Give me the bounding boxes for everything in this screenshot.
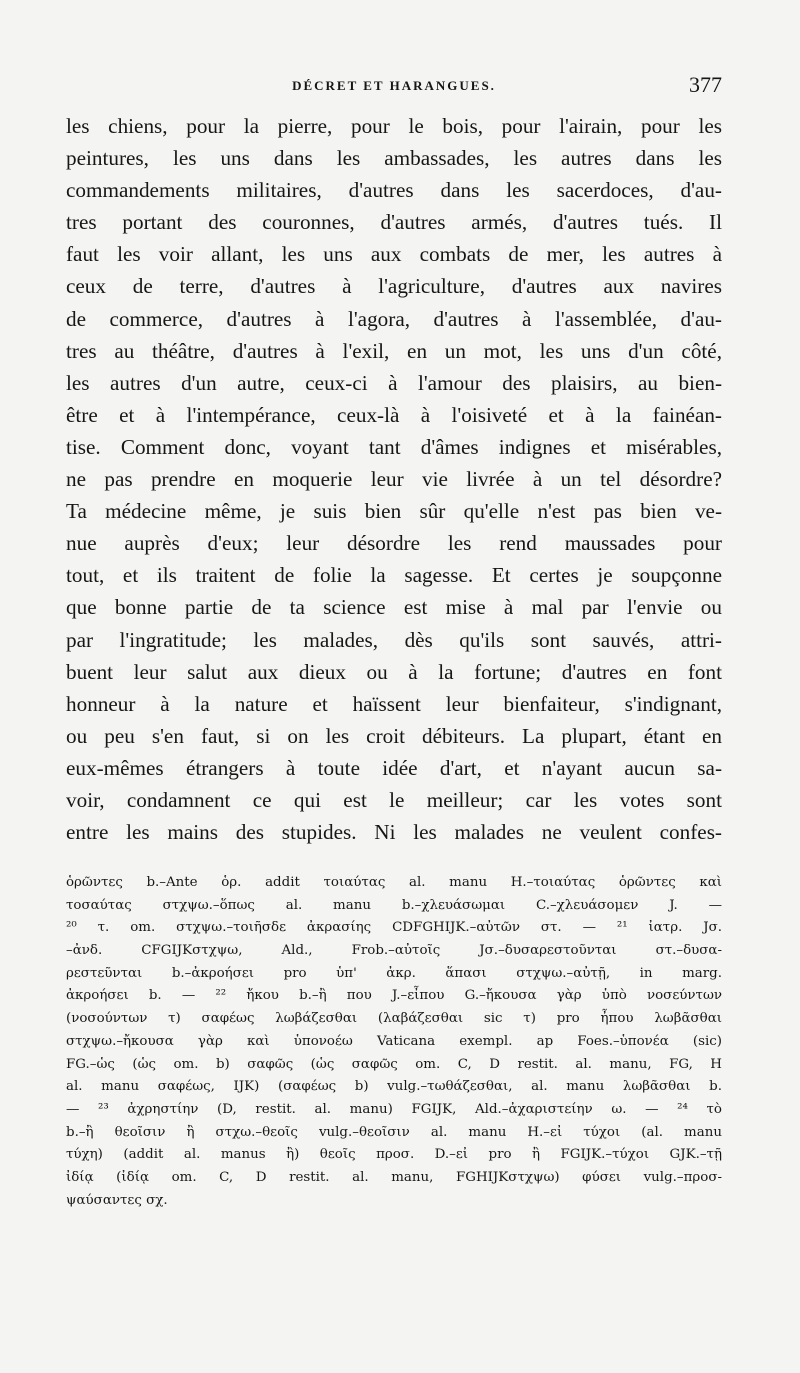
text-line: nue auprès d'eux; leur désordre les rend maussades pour [66,531,722,556]
note-line: FG.–ὡς (ὡς om. b) σαφῶς (ὡς σαφῶς om. C, D restit. al. manu, FG, H [66,1056,722,1072]
text-line: tise. Comment donc, voyant tant d'âmes indignes et misérables, [66,434,722,459]
page-header [66,72,722,102]
note-line: — ²³ ἀχρηστίην (D, restit. al. manu) FGIJK, Ald.–ἀχαριστείην ω. — ²⁴ τὸ [66,1101,722,1117]
text-line: que bonne partie de ta science est mise à mal par l'envie ou [66,595,722,620]
text-line: honneur à la nature et haïssent leur bienfaiteur, s'indignant, [66,691,722,716]
running-title: DÉCRET ET HARANGUES. [292,78,496,93]
text-line: ne pas prendre en moquerie leur vie livrée à un tel désordre? [66,467,722,492]
note-line: –ἀνδ. CFGIJKστχψω, Ald., Frob.–αὐτοῖς Jσ.–δυσαρεστοῦνται στ.–δυσα- [66,943,722,959]
note-line: ρεστεῦνται b.–ἀκροήσει pro ὑπ' ἀκρ. ἅπασι στχψω.–αὐτῇ, in marg. [66,965,722,981]
text-line: ceux de terre, d'autres à l'agriculture, d'autres aux navires [66,274,722,299]
note-line: ἰδίᾳ (ἰδίᾳ om. C, D restit. al. manu, FGHIJKστχψω) φύσει vulg.–προσ- [66,1169,722,1185]
text-line: commandements militaires, d'autres dans les sacerdoces, d'au- [66,178,722,203]
main-text [66,110,722,848]
text-line: tout, et ils traitent de folie la sagesse. Et certes je soupçonne [66,563,722,588]
text-line: les chiens, pour la pierre, pour le bois, pour l'airain, pour les [66,114,722,138]
text-line: tres au théâtre, d'autres à l'exil, en un mot, les uns d'un côté, [66,338,722,363]
text-line: ou peu s'en faut, si on les croit débiteurs. La plupart, étant en [66,723,722,748]
note-line: b.–ἢ θεοῖσιν ἢ στχω.–θεοῖς vulg.–θεοῖσιν al. manu H.–εἰ τύχοι (al. manu [66,1124,722,1140]
note-line: ²⁰ τ. om. στχψω.–τοιῆσδε ἀκρασίης CDFGHIJK.–αὐτῶν στ. — ²¹ ἰατρ. Jσ. [66,920,722,936]
text-line: peintures, les uns dans les ambassades, les autres dans les [66,146,722,171]
note-line: ὁρῶντες b.–Ante ὁρ. addit τοιαύτας al. manu H.–τοιαύτας ὁρῶντες καὶ [66,875,722,890]
text-line: être et à l'intempérance, ceux-là à l'oisiveté et à la fainéan- [66,402,722,427]
note-line: ψαύσαντες σχ. [66,1192,168,1208]
text-line: tres portant des couronnes, d'autres armés, d'autres tués. Il [66,210,722,235]
text-line: de commerce, d'autres à l'agora, d'autres à l'assemblée, d'au- [66,306,722,331]
text-line: buent leur salut aux dieux ou à la fortune; d'autres en font [66,659,722,684]
text-line: les autres d'un autre, ceux-ci à l'amour des plaisirs, au bien- [66,370,722,395]
text-line: eux-mêmes étrangers à toute idée d'art, et n'ayant aucun sa- [66,755,722,780]
note-line: τύχη) (addit al. manus ἢ) θεοῖς προσ. D.–εἰ pro ἢ FGIJK.–τύχοι GJK.–τῇ [66,1147,722,1163]
text-line: entre les mains des stupides. Ni les malades ne veulent confes- [66,820,722,845]
note-line: ἀκροήσει b. — ²² ἤκου b.–ἢ που J.–εἶπου G.–ἤκουσα γὰρ ὑπὸ νοσεύντων [66,988,722,1004]
text-line: Ta médecine même, je suis bien sûr qu'elle n'est pas bien ve- [66,499,722,524]
text-line: faut les voir allant, les uns aux combats de mer, les autres à [66,242,722,267]
text-line: voir, condamnent ce qui est le meilleur; car les votes sont [66,787,722,812]
note-line: (νοσούντων τ) σαφέως λωβάζεσθαι (λαβάζεσθαι sic τ) pro ἦπου λωβᾶσθαι [66,1011,722,1027]
critical-apparatus [66,872,722,1212]
note-line: τοσαύτας στχψω.–ὅπως al. manu b.–χλευάσωμαι C.–χλευάσομεν J. — [66,897,722,913]
text-line: par l'ingratitude; les malades, dès qu'ils sont sauvés, attri- [66,627,722,652]
note-line: al. manu σαφέως, IJK) (σαφέως b) vulg.–τωθάζεσθαι, al. manu λωβᾶσθαι b. [66,1079,722,1095]
note-line: στχψω.–ἤκουσα γὰρ καὶ ὑπονοέω Vaticana exempl. ap Foes.–ὑπονέα (sic) [66,1033,722,1049]
page-number: 377 [689,72,722,97]
